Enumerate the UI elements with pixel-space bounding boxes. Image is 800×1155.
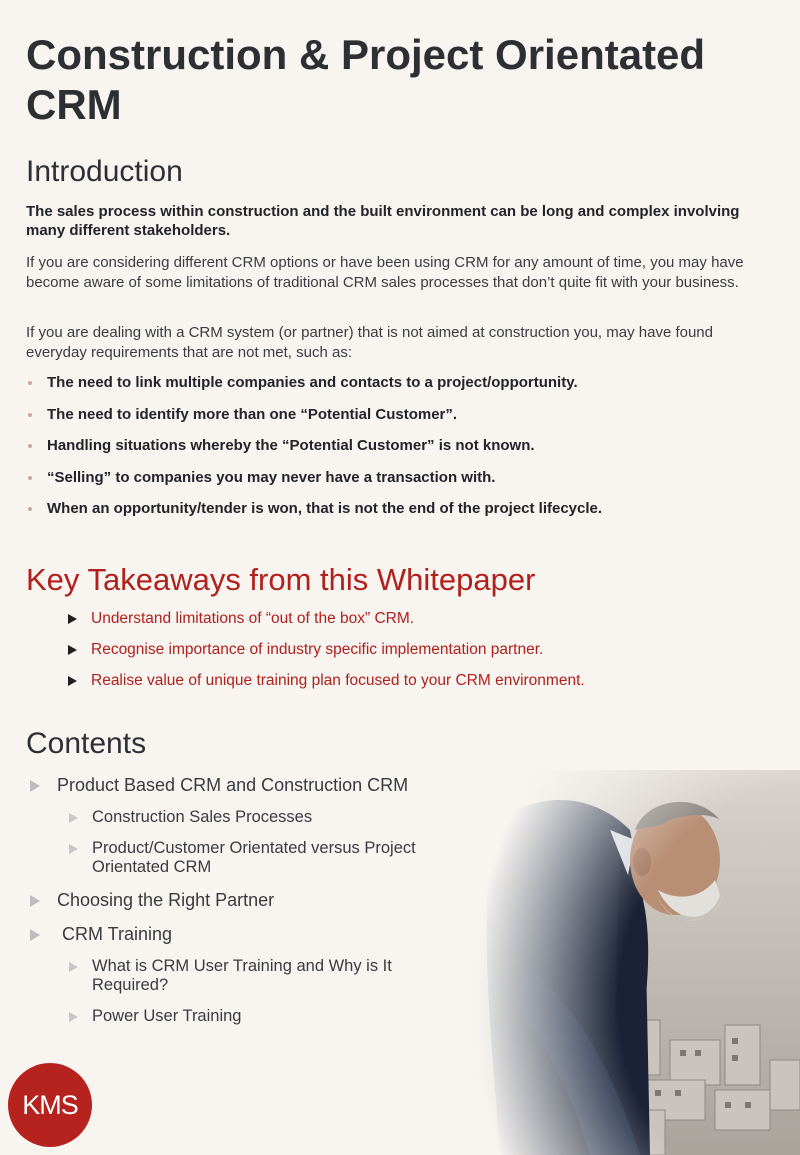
photo-illustration bbox=[470, 770, 800, 1155]
triangle-bullet-icon bbox=[69, 813, 78, 823]
contents-heading: Contents bbox=[26, 727, 147, 760]
requirement-item: “Selling” to companies you may never have a transaction with. bbox=[26, 467, 771, 499]
triangle-bullet-icon bbox=[30, 895, 40, 907]
bullet-dot-icon bbox=[28, 413, 32, 417]
takeaway-item: Understand limitations of “out of the box” CRM. bbox=[66, 608, 585, 639]
triangle-bullet-icon bbox=[30, 929, 40, 941]
introduction-lead: The sales process within construction and the built environment can be long and complex involving many different stakeholders. bbox=[26, 203, 740, 239]
triangle-bullet-icon bbox=[30, 780, 40, 792]
requirement-item: The need to link multiple companies and contacts to a project/opportunity. bbox=[26, 372, 771, 404]
man-with-architectural-model-photo bbox=[470, 770, 800, 1155]
triangle-bullet-icon bbox=[68, 676, 77, 686]
triangle-bullet-icon bbox=[68, 614, 77, 624]
whitepaper-page: Construction & Project Orientated CRM Introduction The sales process within construction and the built environment can be long and complex involving many different stakeholders. If you are considering different CRM options or have been using CRM for any amount of time, you may have become aware of some limitations of traditional CRM sales processes that don’t quite fit with your business. If you are dealing with a CRM system (or partner) that is not aimed at construction you, may have found everyday requirements that are not met, such as: The need to link multiple companies and contacts to a project/opportunity. The need to identify more than one “Potential Customer”. Handling situations whereby the “Potential Customer” is not known. “Selling” to companies you may never have a transaction with. When an opportunity/tender is won, that is not the end of the project lifecycle. Key Takeaways from this Whitepaper Understand limitations of “out of the box” CRM. Recognise importance of industry specific implementation partner. Realise value of unique training plan focused to your CRM environment. Contents Product Based CRM and Construction CRM Construction Sales Processes Product/Customer Orientated versus Project Orientated CRM Choosing the Right Partner CRM Training What is CRM User Training and Why is It Required? Power User Training KMS bbox=[0, 0, 800, 1155]
triangle-bullet-icon bbox=[69, 844, 78, 854]
bullet-dot-icon bbox=[28, 444, 32, 448]
bullet-dot-icon bbox=[28, 507, 32, 511]
takeaways-heading: Key Takeaways from this Whitepaper bbox=[26, 562, 536, 597]
triangle-bullet-icon bbox=[68, 645, 77, 655]
takeaway-item: Realise value of unique training plan focused to your CRM environment. bbox=[66, 670, 585, 701]
bullet-dot-icon bbox=[28, 476, 32, 480]
triangle-bullet-icon bbox=[69, 962, 78, 972]
introduction-paragraph-2: If you are dealing with a CRM system (or partner) that is not aimed at construction you, may have found everyday requirements that are not met, such as: bbox=[26, 324, 713, 361]
takeaway-item: Recognise importance of industry specific implementation partner. bbox=[66, 639, 585, 670]
requirement-item: When an opportunity/tender is won, that is not the end of the project lifecycle. bbox=[26, 498, 771, 530]
kms-logo bbox=[8, 1063, 92, 1147]
kms-logo-text: KMS bbox=[22, 1090, 78, 1120]
introduction-heading: Introduction bbox=[26, 155, 183, 188]
introduction-paragraph-1: If you are considering different CRM options or have been using CRM for any amount of time, you may have become aware of some limitations of traditional CRM sales processes that don’t quite fit with your business. bbox=[26, 254, 744, 291]
requirements-list bbox=[26, 372, 771, 530]
page-title: Construction & Project Orientated CRM bbox=[26, 31, 706, 128]
requirement-item: Handling situations whereby the “Potential Customer” is not known. bbox=[26, 435, 771, 467]
triangle-bullet-icon bbox=[69, 1012, 78, 1022]
bullet-dot-icon bbox=[28, 381, 32, 385]
requirement-item: The need to identify more than one “Potential Customer”. bbox=[26, 404, 771, 436]
takeaways-list bbox=[66, 608, 585, 701]
